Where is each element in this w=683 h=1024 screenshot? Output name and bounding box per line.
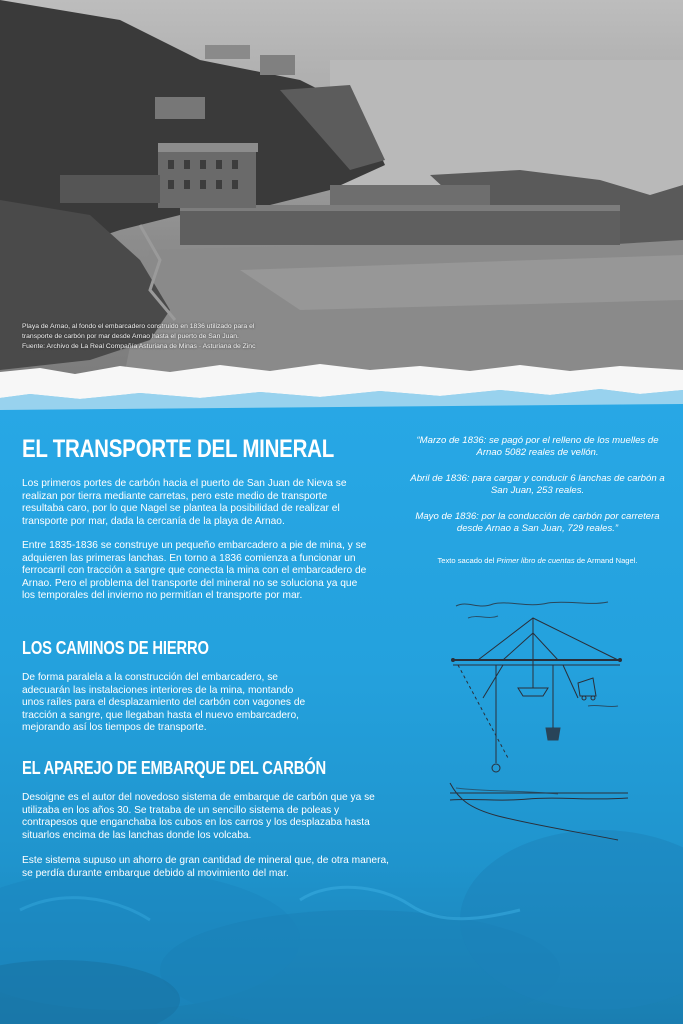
aparejo-paragraph-2: [22, 855, 402, 880]
caminos-paragraph: [22, 672, 312, 735]
source-book: Primer libro de cuentas: [496, 556, 575, 565]
photo-caption: [22, 322, 382, 352]
source-prefix: Texto sacado del: [437, 556, 497, 565]
paragraph: Entre 1835-1836 se construye un pequeño embarcadero a pie de mina, y se adquieren las primeras lanchas. En torno a 1836 comienza a funcionar un ferrocarril con tracción a sangre que conecta la mina con el embarcadero de Arnao. Pero el problema del transporte del mineral no se soluciona ya que los temporales del invierno no permitían el transporte por mar.: [22, 540, 367, 602]
pulley-diagram: [438, 588, 638, 852]
quote-1: [410, 435, 665, 460]
quote-text: Mayo de 1836: por la conducción de carbón por carretera desde Arnao a San Juan, 729 reales.”: [415, 511, 660, 535]
section-heading: LOS CAMINOS DE HIERRO: [22, 638, 209, 658]
main-section: [22, 435, 367, 464]
section-aparejo: [22, 758, 367, 779]
quote-2: [410, 473, 665, 498]
quote-text: “Marzo de 1836: se pagó por el relleno de los muelles de Arnao 5082 reales de vellón.: [416, 435, 659, 459]
source-suffix: de Armand Nagel.: [574, 556, 638, 565]
paragraph: De forma paralela a la construcción del embarcadero, se adecuarán las instalaciones interiores de la mina, montando unos raíles para el desplazamiento del carbón con vagones de tracción a sangre, que llegaban hasta el nuevo embarcadero, mejorando así los tiempos de transporte.: [22, 672, 306, 734]
section-caminos: [22, 638, 367, 659]
caption-line: transporte de carbón por mar desde Arnao hasta el puerto de San Juan.: [22, 333, 239, 340]
caption-line: Fuente: Archivo de La Real Compañía Asturiana de Minas · Asturiana de Zinc: [22, 343, 256, 350]
main-paragraph-1: [22, 478, 367, 528]
quote-text: Abril de 1836: para cargar y conducir 6 lanchas de carbón a San Juan, 253 reales.: [410, 473, 665, 497]
caption-line: Playa de Arnao, al fondo el embarcadero construido en 1836 utilizado para el: [22, 323, 255, 330]
aparejo-paragraph-1: [22, 792, 392, 842]
main-paragraph-2: [22, 540, 367, 603]
paragraph: Este sistema supuso un ahorro de gran cantidad de mineral que, de otra manera, se perdía durante embarque debido al movimiento del mar.: [22, 855, 389, 879]
paragraph: Desoigne es el autor del novedoso sistema de embarque de carbón que ya se utilizaba en los años 30. Se trataba de un sencillo sistema de poleas y contrapesos que enganchaba los cubos en los carros y los desplazaba hasta situarlos encima de las lanchas donde los volcaba.: [22, 792, 375, 841]
quote-3: [410, 511, 665, 536]
quote-source: [410, 556, 665, 566]
page-title: EL TRANSPORTE DEL MINERAL: [22, 435, 335, 463]
section-heading: EL APAREJO DE EMBARQUE DEL CARBÓN: [22, 758, 327, 778]
historic-photo: [0, 0, 683, 395]
paragraph: Los primeros portes de carbón hacia el puerto de San Juan de Nieva se realizan por tierra mediante carretas, pero este medio de transporte resultaba caro, por lo que Nagel se plantea la posibilidad de realizar el transporte por mar, dada la cercanía de la playa de Arnao.: [22, 478, 347, 527]
